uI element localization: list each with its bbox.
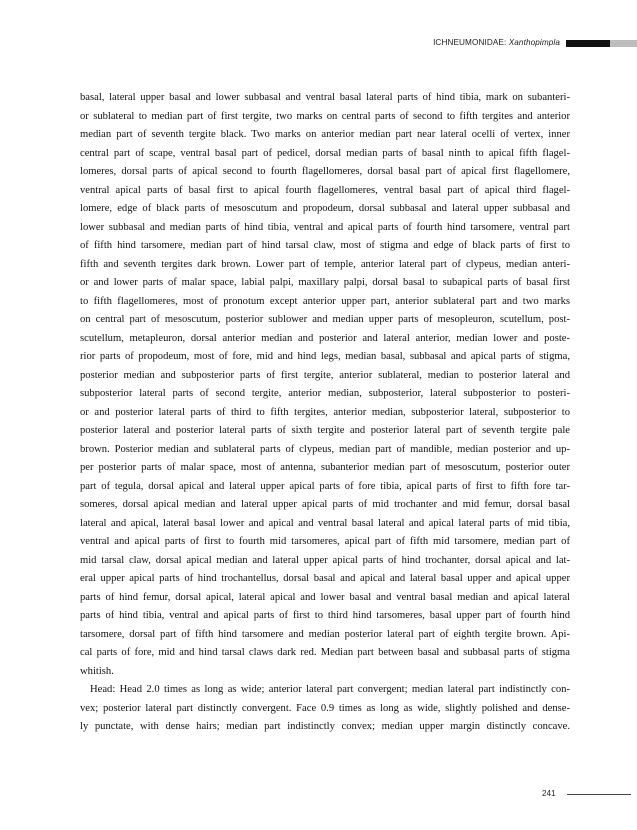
text-line: or and posterior lateral parts of third to fifth tergites, anterior median, subposterior lateral, subposterior to [80, 406, 570, 418]
text-line: or sublateral to median part of first tergite, two marks on central parts of second to fifth tergites and anterior [80, 110, 570, 122]
body-text [80, 89, 570, 737]
text-line: lomere, edge of black parts of mesoscutum and propodeum, dorsal subbasal and lateral upper subbasal and [80, 203, 570, 214]
text-line: ly punctate, with dense hairs; median part indistinctly convex; median upper margin distinctly concave. [80, 721, 570, 732]
text-line: on central part of mesoscutum, posterior sublower and median upper parts of mesopleuron, scutellum, post- [80, 314, 570, 325]
text-line: whitish. [80, 665, 114, 677]
text-line: tarsomere, dorsal part of fifth hind tarsomere and median posterior lateral part of eighth tergite brown. Api- [80, 628, 570, 640]
text-line: lomeres, dorsal parts of apical second to fourth flagellomeres, dorsal basal part of apical first flagellomere, [80, 166, 570, 177]
header-family: ICHNEUMONIDAE: [433, 38, 507, 47]
text-line: cal parts of fore, mid and hind tarsal claws dark red. Median part between basal and subbasal parts of stigma [80, 647, 570, 658]
text-line: lower subbasal and median parts of hind tibia, ventral and apical parts of fourth hind tarsomere, ventral part [80, 221, 570, 233]
text-line: Head: Head 2.0 times as long as wide; anterior lateral part convergent; median lateral part indistinctly con- [90, 684, 570, 695]
text-line: central part of scape, ventral basal part of pedicel, dorsal median parts of basal ninth to apical fifth flagel- [80, 147, 570, 159]
text-line: ventral and apical parts of first to fourth mid tarsomeres, apical part of fifth mid tarsomere, median part of [80, 536, 570, 547]
text-line: per posterior parts of malar space, most of antenna, subanterior median part of mesoscutum, posterior outer [80, 462, 570, 473]
text-line: or and lower parts of malar space, labial palpi, maxillary palpi, dorsal basal to subapical parts of basal first [80, 277, 570, 288]
text-line: ventral apical parts of basal first to apical fourth flagellomeres, ventral basal part of apical third flagel- [80, 184, 570, 196]
text-line: basal, lateral upper basal and lower subbasal and ventral basal lateral parts of hind tibia, mark on subanteri- [80, 92, 570, 103]
header-genus: Xanthopimpla [508, 38, 560, 47]
text-line: parts of hind femur, dorsal apical, lateral apical and lower basal and ventral basal median and apical lateral [80, 591, 570, 603]
text-line: someres, dorsal apical median and lateral upper apical parts of mid trochanter and mid femur, dorsal basal [80, 499, 570, 510]
text-line: to fifth flagellomeres, most of pronotum except anterior upper part, anterior sublateral part and two marks [80, 295, 570, 307]
text-line: scutellum, metapleuron, dorsal anterior median and posterior and lateral anterior, median lower and poste- [80, 332, 570, 344]
text-line: median part of seventh tergite black. Two marks on anterior median part near lateral ocelli of vertex, inner [80, 129, 570, 140]
text-line: rior parts of propodeum, most of fore, mid and hind legs, median basal, subbasal and apical parts of stigma, [80, 351, 570, 362]
running-header [0, 38, 637, 48]
page-footer [0, 789, 637, 801]
text-line: posterior median and subposterior parts of first tergite, anterior sublateral, median to posterior lateral and [80, 369, 570, 381]
text-line: mid tarsal claw, dorsal apical median and lateral upper apical parts of hind trochanter, dorsal apical and lat- [80, 554, 570, 566]
page-number: 241 [542, 789, 556, 798]
text-line: parts of hind tibia, ventral and apical parts of first to third hind tarsomeres, basal upper part of fourth hind [80, 610, 570, 621]
text-line: vex; posterior lateral part distinctly convergent. Face 0.9 times as long as wide, slightly polished and dense- [80, 702, 570, 714]
text-line: brown. Posterior median and sublateral parts of clypeus, median part of mandible, median posterior and up- [80, 443, 570, 455]
footer-rule [567, 794, 631, 795]
text-line: part of tegula, dorsal apical and lateral upper apical parts of fore tibia, apical parts of first to fifth fore tar- [80, 480, 570, 492]
text-line: fifth and seventh tergites dark brown. Lower part of temple, anterior lateral part of clypeus, median anteri- [80, 258, 570, 270]
text-line: of fifth hind tarsomere, median part of hind tarsal claw, most of stigma and edge of black parts of first to [80, 240, 570, 251]
text-line: eral upper apical parts of hind trochantellus, dorsal basal and apical and lateral basal upper and apical upper [80, 573, 570, 584]
text-line: lateral and apical, lateral basal lower and apical and ventral basal lateral and apical lateral parts of mid tibia, [80, 517, 570, 529]
text-line: posterior lateral and posterior lateral parts of sixth tergite and posterior lateral part of seventh tergite pale [80, 425, 570, 436]
header-decorative-bar [566, 40, 637, 47]
text-line: subposterior lateral parts of second tergite, anterior median, subposterior, lateral subposterior to posteri- [80, 388, 570, 399]
running-header-text [433, 38, 560, 48]
